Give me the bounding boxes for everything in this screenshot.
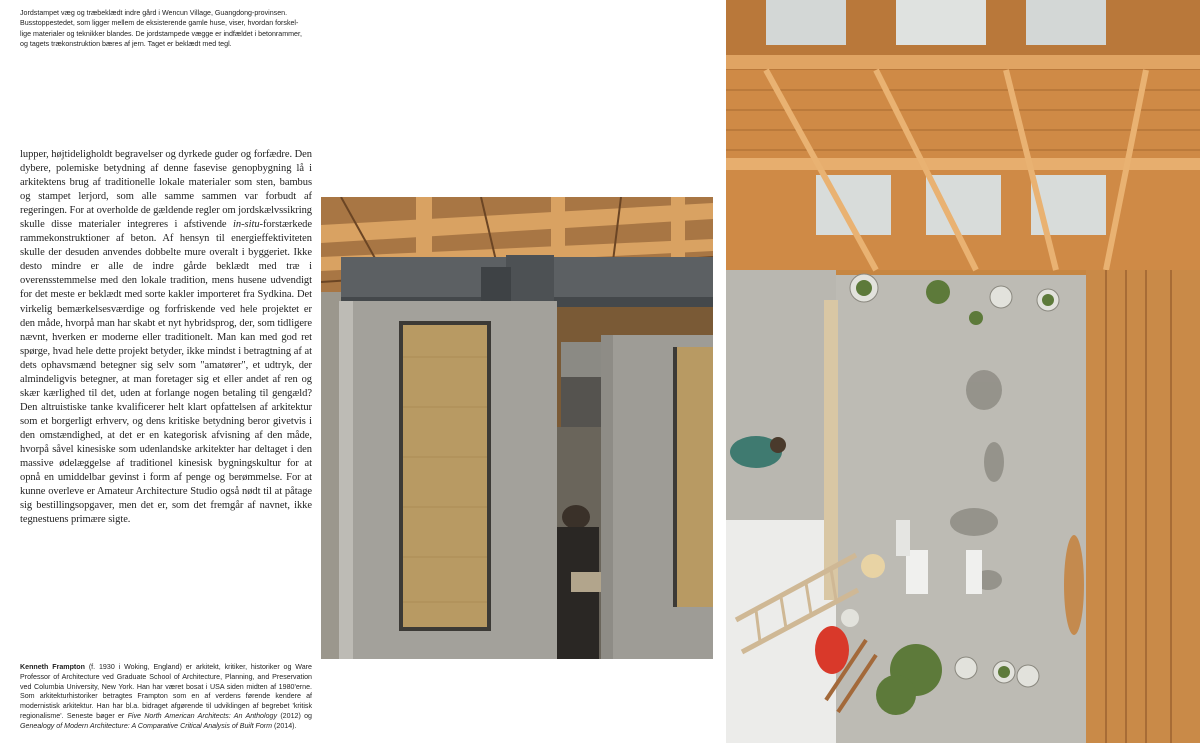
bus-stop-image bbox=[321, 197, 713, 659]
caption-line: Busstoppestedet, som ligger mellem de eksisterende gamle huse, viser, hvordan forskel- bbox=[20, 19, 299, 28]
body-italic-term: in-situ bbox=[233, 219, 260, 231]
book-title: Genealogy of Modern Architecture: A Comparative Critical Analysis of Built Form bbox=[20, 721, 273, 730]
courtyard-image bbox=[726, 0, 1200, 743]
courtyard-photo bbox=[726, 0, 1200, 743]
book-title: Five North American Architects: An Anthology bbox=[127, 711, 278, 720]
body-text-part: -forstærkede rammekonstruktioner af beton. Af hensyn til energieffektiviteten skulle der desuden anvendes dobbelte mure overalt i byggeriet. Ikke desto mindre er alle de indre gårde beklædt med træ i overensstemmelse med den lokale tradition, mens husene udvendigt for det meste er beklædt med sorte kakler importeret fra Sydkina. Det virkelig bemærkelsesværdige og forfriskende ved hele projektet er den måde, hvorpå man har skabt et nyt hybridsprog, der, som tidligere nævnt, hverken er moderne eller traditionelt. Man kan med god ret spørge, hvad hele dette projekt betyder, ikke mindst i betragtning af at dets ophavsmænd betegner sig selv som "amatører", et udtryk, der almindeligvis betegner, at man foretager sig et eller andet af ren og skær kærlighed til det, uden at forlange nogen betaling til gengæld? Den altruistiske tanke kvalificerer helt klart opfattelsen af arkitektur som et borgerligt erhverv, og dens kritiske betydning beror givetvis i den omstændighed, at det er en kategorisk afvisning af den måde, hvorpå såvel kinesiske som udenlandske arkitekter har deltaget i den massive ødelæggelse af traditionel kinesisk bygningskultur for at opnå en umiddelbar gevinst i form af penge og berømmelse. For at kunne overleve er Amateur Architecture Studio også nødt til at påtage sig bestillingsopgaver, men det er, som det fremgår af navnet, ikke tegnestuens primære sigte. bbox=[20, 219, 312, 526]
photo-caption bbox=[20, 8, 312, 50]
bus-stop-photo bbox=[321, 197, 713, 659]
caption-line: Jordstampet væg og træbeklædt indre gård i Wencun Village, Guangdong-provinsen. bbox=[20, 9, 288, 17]
caption-line: og tagets trækonstruktion bæres af jern. Taget er beklædt med tegl. bbox=[20, 40, 232, 49]
bio-text: (2014). bbox=[272, 721, 297, 730]
author-bio bbox=[20, 663, 312, 732]
caption-line: lige materialer og teknikker blandes. De jordstampede vægge er indfældet i betonrammer, bbox=[20, 29, 302, 38]
bio-text: (2012) og bbox=[277, 711, 313, 720]
body-paragraph bbox=[20, 148, 312, 527]
body-text-part: lupper, højtideligholdt begravelser og dyrkede guder og forfædre. Den dybere, polemiske betydning af denne fasevise genopbygning lå i arkitektens brug af traditionelle lokale materialer som sten, bambus og stampet lerjord, som alle samme sammen var forbudt af regeringen. For at overholde de gældende regler om jordskælvssikring skulle disse materialer integreres i afstivende bbox=[20, 149, 312, 231]
bio-text: (f. 1930 i Woking, England) er arkitekt, kritiker, historiker og Ware Professor of Architecture ved Graduate School of Architecture, Planning, and Preservation ved Columbia University, New York. Han har været bosat i USA siden midten af 1980'erne. Som arkitekturhistoriker betragtes Frampton som en af verdens førende kendere af modernistisk arkitektur. Han har bl.a. bidraget afgørende til udviklingen af begrebet 'kritisk regionalisme'. Seneste bøger er bbox=[20, 663, 312, 720]
article-body bbox=[20, 148, 312, 527]
author-name: Kenneth Frampton bbox=[20, 663, 85, 671]
